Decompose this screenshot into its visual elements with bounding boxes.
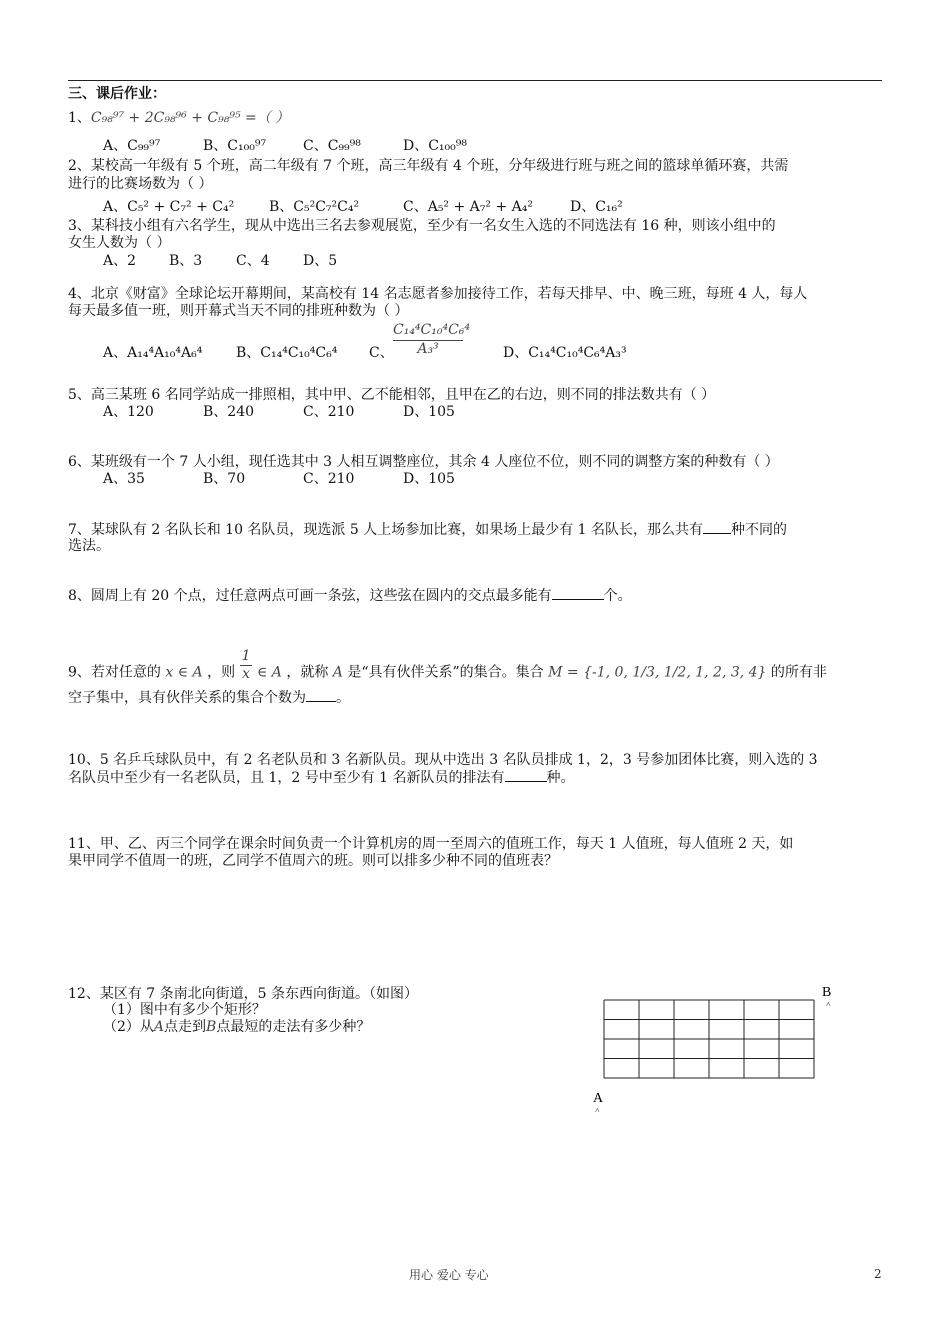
question-7-line-2: 选法。 (68, 538, 110, 554)
question-9-fraction-denominator: x (242, 666, 250, 682)
question-9-line-2 (68, 689, 350, 707)
question-9-text-2: ，则 (207, 664, 236, 681)
question-10-answer-blank[interactable] (505, 769, 547, 782)
question-9-math-1: x ∈ A (165, 664, 203, 681)
grid-label-b: B (822, 985, 832, 1000)
question-7-line-1 (68, 521, 787, 539)
question-9-text-4: 是“具有伙伴关系”的集合。集合 (347, 664, 544, 681)
question-11-line-2: 果甲同学不值周一的班，乙同学不值周六的班。则可以排多少种不同的值班表？ (68, 853, 558, 869)
question-5-option-b: B、240 (203, 404, 255, 420)
question-3-option-c: C、4 (236, 253, 270, 269)
question-1-option-a: A、C₉₉⁹⁷ (103, 138, 161, 154)
question-4-line-2: 每天最多值一班，则开幕式当天不同的排班种数为（ ） (68, 303, 409, 319)
question-4-fraction-numerator: C₁₄⁴C₁₀⁴C₆⁴ (393, 322, 463, 341)
question-3-line-1: 3、某科技小组有六名学生，现从中选出三名去参观展览，至少有一名女生入选的不同选法有 16 种，则该小组中的 (68, 218, 776, 234)
question-3-option-b: B、3 (169, 253, 203, 269)
question-7-text-a: 7、某球队有 2 名队长和 10 名队员，现选派 5 人上场参加比赛，如果场上最少有 1 名队长，那么共有 (68, 522, 704, 538)
grid-label-a: A (593, 1091, 604, 1106)
question-12-line-1: 12、某区有 7 条南北向街道，5 条东西向街道。（如图） (68, 986, 418, 1002)
question-1-option-b: B、C₁₀₀⁹⁷ (203, 138, 267, 154)
question-2-line-2: 进行的比赛场数为（ ） (68, 176, 213, 192)
question-4-fraction (393, 322, 471, 358)
question-5-option-c: C、210 (303, 404, 355, 420)
question-9-fraction (240, 648, 253, 683)
question-9-math-2: ∈ A (256, 664, 282, 681)
question-1-option-d: D、C₁₀₀⁹⁸ (403, 138, 467, 154)
question-10-line-2 (68, 769, 575, 787)
question-2-option-b: B、C₅²C₇²C₄² (269, 199, 360, 215)
question-10-line-1: 10、5 名乒乓球队员中，有 2 名老队员和 3 名新队员。现从中选出 3 名队员排成 1，2，3 号参加团体比赛，则入选的 3 (68, 752, 818, 768)
question-12-sub-2-text-a: （2）从 (103, 1019, 154, 1035)
question-4-option-b: B、C₁₄⁴C₁₀⁴C₆⁴ (236, 345, 338, 361)
question-2-option-a: A、C₅² + C₇² + C₄² (103, 199, 235, 215)
question-4-line-1: 4、北京《财富》全球论坛开幕期间，某高校有 14 名志愿者参加接待工作，若每天排早、中、晚三班，每班 4 人，每人 (68, 286, 808, 302)
header-rule (68, 80, 882, 81)
question-5-line-1: 5、高三某班 6 名同学站成一排照相，其中甲、乙不能相邻，且甲在乙的右边，则不同的排法数共有（ ） (68, 387, 716, 403)
question-4-option-a: A、A₁₄⁴A₁₀⁴A₆⁴ (103, 345, 203, 361)
question-8-answer-blank[interactable] (552, 587, 604, 600)
question-8 (68, 587, 632, 605)
question-12-sub-2-text-b: 点走到 (164, 1019, 207, 1035)
grid-point-a-marker: ˄ (595, 1106, 600, 1115)
question-6-option-c: C、210 (303, 471, 355, 487)
question-1 (68, 110, 289, 127)
question-9-math-3: A (332, 664, 343, 681)
question-9-text-1: 9、若对任意的 (68, 664, 161, 681)
question-6-option-a: A、35 (103, 471, 145, 487)
street-grid-lines (604, 1000, 814, 1078)
question-3-line-2: 女生人数为（ ） (68, 235, 171, 251)
question-12-sub-2-text-c: 点最短的走法有多少种？ (216, 1019, 371, 1035)
question-6-option-b: B、70 (203, 471, 246, 487)
question-11-line-1: 11、甲、乙、丙三个同学在课余时间负责一个计算机房的周一至周六的值班工作，每天 1 人值班，每人值班 2 天，如 (68, 836, 794, 852)
question-5-option-a: A、120 (103, 404, 154, 420)
question-1-option-c: C、C₉₉⁹⁸ (303, 138, 361, 154)
page-number: 2 (874, 1267, 882, 1281)
footer-motto: 用心 爱心 专心 (409, 1268, 489, 1282)
question-10-text-b: 种。 (546, 770, 575, 786)
question-3-option-d: D、5 (303, 253, 338, 269)
question-12-point-b: B (206, 1019, 217, 1035)
question-4-option-c: C、 (369, 345, 394, 361)
question-4-fraction-denominator: A₃³ (417, 341, 439, 357)
question-4-option-d: D、C₁₄⁴C₁₀⁴C₆⁴A₃³ (503, 345, 627, 361)
question-1-expression: C₉₈⁹⁷ + 2C₉₈⁹⁶ + C₉₈⁹⁵ =（ ） (90, 110, 290, 126)
section-title: 三、课后作业： (68, 86, 166, 102)
question-5-option-d: D、105 (403, 404, 455, 420)
question-12-point-a: A (153, 1019, 165, 1035)
question-7-text-b: 种不同的 (731, 522, 788, 538)
question-2-option-c: C、A₅² + A₇² + A₄² (403, 199, 533, 215)
grid-point-b-marker: ˄ (826, 1000, 831, 1009)
question-8-text-a: 8、圆周上有 20 个点，过任意两点可画一条弦，这些弦在圆内的交点最多能有 (68, 588, 552, 604)
question-9-answer-blank[interactable] (306, 689, 336, 702)
question-6-line-1: 6、某班级有一个 7 人小组，现任选其中 3 人相互调整座位，其余 4 人座位不位，则不同的调整方案的种数有（ ） (68, 454, 779, 470)
question-8-text-b: 个。 (603, 588, 632, 604)
question-3-option-a: A、2 (103, 253, 137, 269)
question-9-fraction-numerator: 1 (241, 648, 251, 664)
question-1-number: 1、 (68, 110, 91, 126)
question-9-set-expression: M = {-1, 0, 1/3, 1/2, 1, 2, 3, 4} (548, 664, 767, 681)
question-6-option-d: D、105 (403, 471, 455, 487)
street-grid-figure (590, 980, 840, 1115)
question-9-text-6: 空子集中，具有伙伴关系的集合个数为 (68, 690, 306, 706)
question-9-text-5: 的所有非 (770, 664, 827, 681)
question-7-answer-blank[interactable] (703, 521, 731, 534)
question-12-sub-2 (103, 1019, 370, 1036)
question-2-line-1: 2、某校高一年级有 5 个班，高二年级有 7 个班，高三年级有 4 个班，分年级进行班与班之间的篮球单循环赛，共需 (68, 158, 789, 174)
question-12-sub-1: （1）图中有多少个矩形？ (103, 1002, 266, 1018)
question-10-text-a: 名队员中至少有一名老队员，且 1，2 号中至少有 1 名新队员的排法有 (68, 770, 505, 786)
question-2-option-d: D、C₁₆² (570, 199, 623, 215)
question-9-text-7: 。 (336, 690, 350, 706)
question-9-text-3: ，就称 (286, 664, 329, 681)
question-9-line-1 (68, 648, 827, 683)
